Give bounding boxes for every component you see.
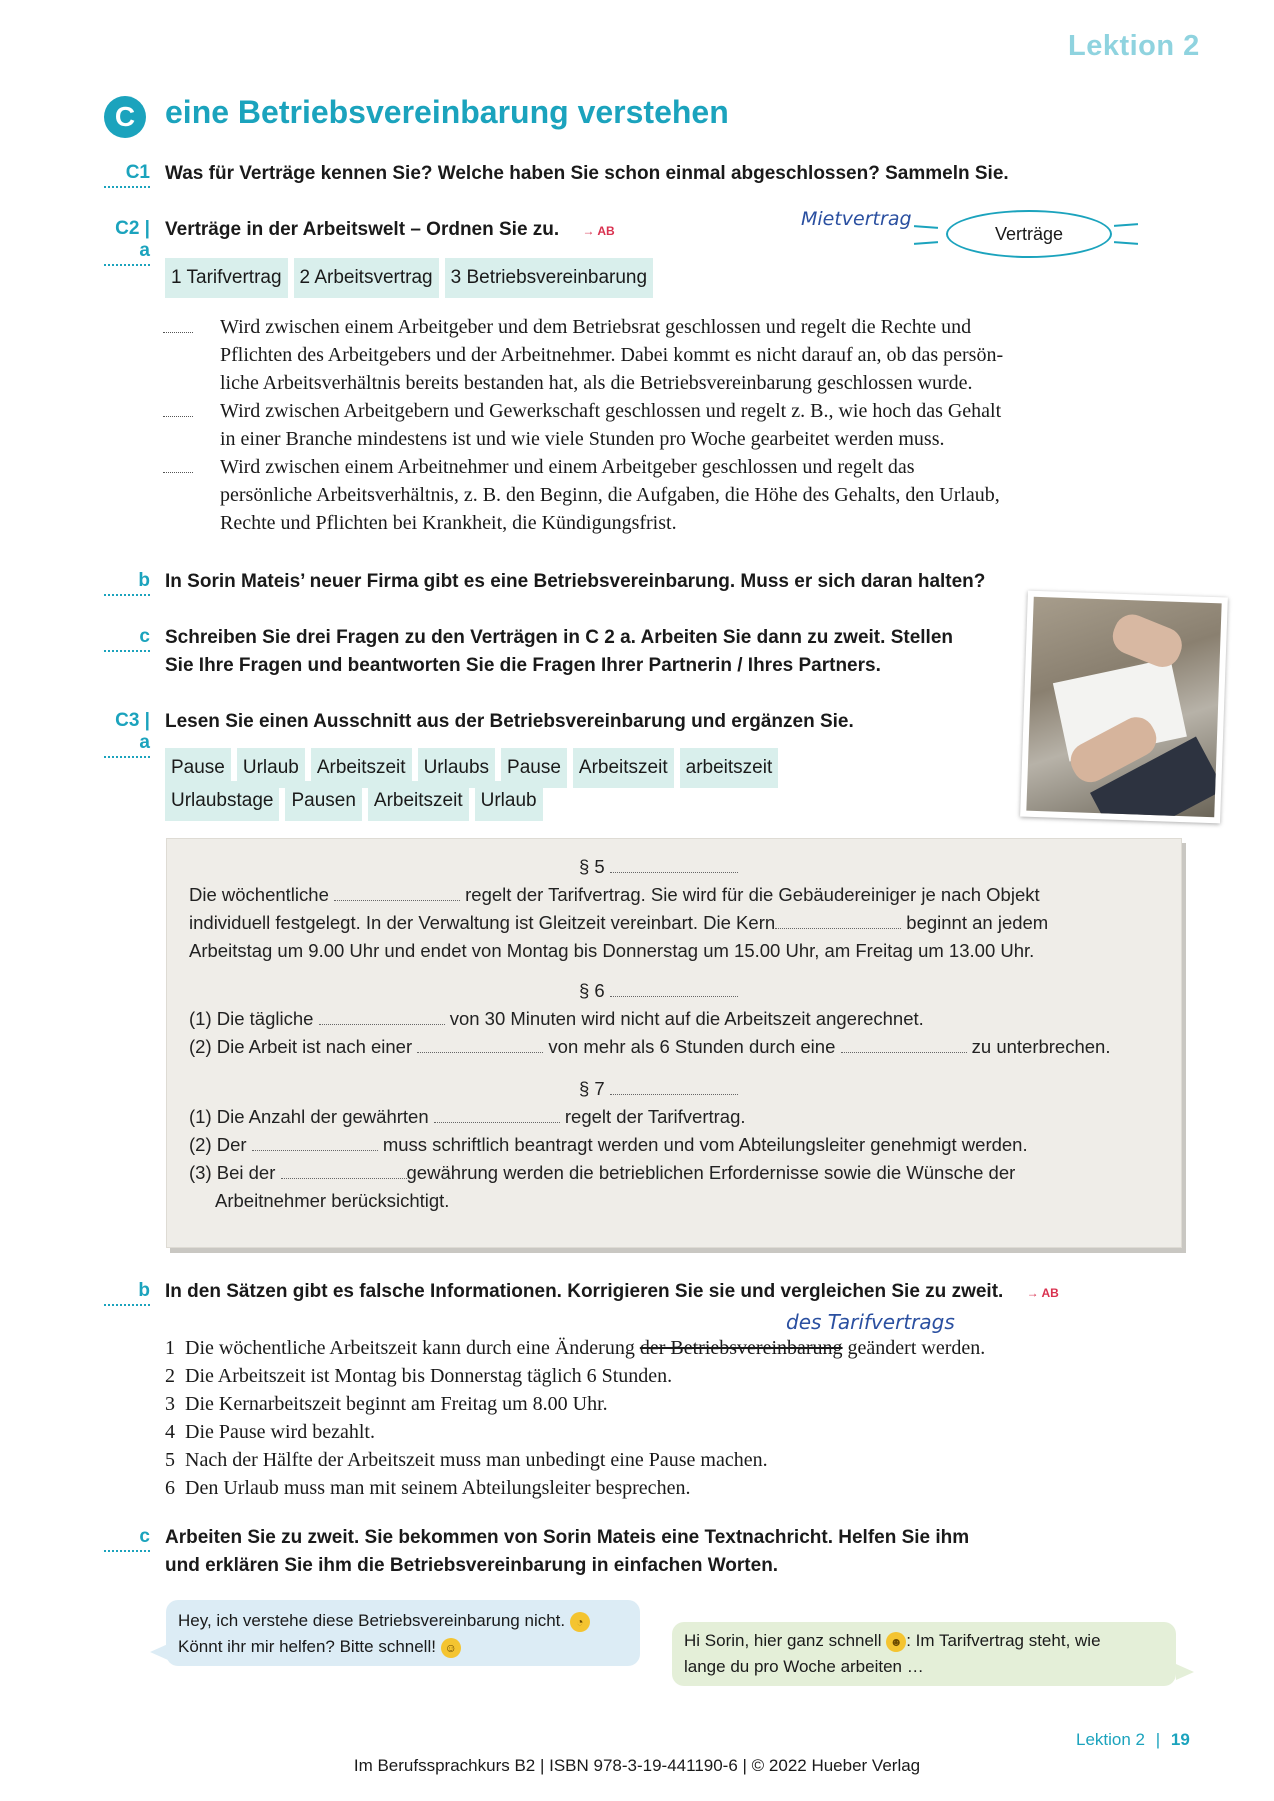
text-line	[189, 909, 1048, 937]
word-chip[interactable]: Pausen	[285, 781, 361, 821]
definition-line: Rechte und Pflichten bei Krankheit, die Kündigungsfrist.	[220, 512, 677, 534]
statement	[165, 1390, 985, 1418]
chip[interactable]: 1 Tarifvertrag	[165, 258, 288, 298]
exercise-instruction-c3b	[165, 1278, 1059, 1307]
instruction-line: Sie Ihre Fragen und beantworten Sie die Fragen Ihrer Partnerin / Ihres Partners.	[165, 655, 881, 676]
word-chip[interactable]: Urlaubstage	[165, 781, 279, 821]
definition-item	[220, 313, 1003, 397]
answer-blank[interactable]	[163, 332, 193, 333]
fill-blank[interactable]	[417, 1038, 543, 1053]
word-chip[interactable]: Arbeitszeit	[311, 748, 412, 788]
grin-emoji-icon: ☺	[441, 1638, 461, 1658]
definition-line: Wird zwischen Arbeitgebern und Gewerkschaft geschlossen und regelt z. B., wie hoch das Gehalt	[220, 400, 1002, 422]
statement	[165, 1446, 985, 1474]
paragraph-heading	[579, 1075, 738, 1103]
text: Die wöchentliche	[189, 884, 329, 905]
exercise-instruction-c3c	[165, 1524, 969, 1580]
text: zu unterbrechen.	[971, 1036, 1111, 1057]
lesson-header: Lektion 2	[1068, 30, 1200, 62]
instruction-line: und erklären Sie ihm die Betriebsvereinbarung in einfachen Worten.	[165, 1555, 779, 1576]
answer-blank[interactable]	[163, 416, 193, 417]
text-line	[189, 1131, 1028, 1159]
exercise-instruction-c2b: In Sorin Mateis’ neuer Firma gibt es eine Betriebsvereinbarung. Muss er sich daran halten?	[165, 571, 986, 592]
page-number: 19	[1170, 1730, 1190, 1749]
statement-number: 5	[165, 1449, 175, 1471]
photo-image	[1026, 597, 1221, 817]
fill-blank[interactable]	[334, 886, 460, 901]
text-line	[189, 1005, 1110, 1033]
definition-line: Wird zwischen einem Arbeitnehmer und einem Arbeitgeber geschlossen und regelt das	[220, 456, 915, 478]
mindmap-ray	[1114, 241, 1138, 245]
text: beginnt an jedem	[906, 912, 1049, 933]
statement-number: 4	[165, 1421, 175, 1443]
text-line	[189, 1103, 1028, 1131]
exercise-label-c3b: b	[104, 1280, 150, 1306]
heading-blank[interactable]	[610, 982, 738, 997]
paragraph-number: § 7	[579, 1078, 605, 1099]
text-line: Arbeitstag um 9.00 Uhr und endet von Montag bis Donnerstag um 15.00 Uhr, am Freitag um 13.00 Uhr.	[189, 940, 1035, 961]
footer-lesson: Lektion 2	[1076, 1730, 1145, 1749]
text: individuell festgelegt. In der Verwaltung ist Gleitzeit vereinbart. Die Kern	[189, 912, 776, 933]
fill-blank[interactable]	[319, 1010, 445, 1025]
word-chip[interactable]: Pause	[501, 748, 567, 788]
chip[interactable]: 3 Betriebsvereinbarung	[445, 258, 653, 298]
text: regelt der Tarifvertrag. Sie wird für die Gebäudereiniger je nach Objekt	[465, 884, 1040, 905]
footer-separator: |	[1155, 1730, 1161, 1749]
fill-blank[interactable]	[775, 914, 901, 929]
page-indicator	[1076, 1730, 1190, 1750]
instruction-line: Schreiben Sie drei Fragen zu den Verträgen in C 2 a. Arbeiten Sie dann zu zweit. Stellen	[165, 627, 953, 648]
message-text: Hey, ich verstehe diese Betriebsvereinbarung nicht.	[178, 1611, 566, 1630]
text-line	[189, 1159, 1028, 1187]
text: gewährung werden die betrieblichen Erfordernisse sowie die Wünsche der	[406, 1162, 1016, 1183]
mindmap-ray	[914, 225, 938, 229]
agreement-excerpt	[166, 838, 1182, 1248]
fill-blank[interactable]	[281, 1164, 407, 1179]
section-badge: C	[104, 96, 146, 138]
word-chip[interactable]: Arbeitszeit	[368, 781, 469, 821]
exercise-label-c1: C1	[104, 162, 150, 188]
exercise-label-c3a: C3 | a	[104, 710, 150, 758]
definition-line: persönliche Arbeitsverhältnis, z. B. den Beginn, die Aufgaben, die Höhe des Gehalts, den Urlaub,	[220, 484, 1000, 506]
word-chip[interactable]: Urlaub	[237, 748, 305, 788]
mindmap-ray	[1114, 223, 1138, 227]
contract-signing-photo	[1020, 591, 1228, 824]
word-chips-row-2	[165, 781, 549, 821]
definition-line: Pflichten des Arbeitgebers und der Arbeitnehmer. Dabei kommt es nicht darauf an, ob das persön-	[220, 344, 1004, 366]
statement-text: Die wöchentliche Arbeitszeit kann durch eine Änderung	[185, 1337, 635, 1359]
exercise-label-c3c: c	[104, 1526, 150, 1552]
exercise-label-c2b: b	[104, 570, 150, 596]
paragraph-7	[189, 1103, 1028, 1215]
false-statements-list	[165, 1334, 985, 1502]
contract-chips	[165, 258, 659, 298]
fill-blank[interactable]	[434, 1108, 560, 1123]
statement	[165, 1362, 985, 1390]
message-line	[684, 1628, 1164, 1654]
mindmap-center: Verträge	[946, 210, 1112, 258]
text-line	[189, 881, 1048, 909]
instruction-text: In den Sätzen gibt es falsche Informationen. Korrigieren Sie sie und vergleichen Sie zu zweit.	[165, 1281, 1004, 1302]
text: (1) Die Anzahl der gewährten	[189, 1106, 429, 1127]
message-text: Hi Sorin, hier ganz schnell	[684, 1631, 882, 1650]
text: (2) Die Arbeit ist nach einer	[189, 1036, 413, 1057]
definition-item	[220, 453, 1000, 537]
instruction-text: Verträge in der Arbeitswelt – Ordnen Sie zu.	[165, 219, 560, 240]
chat-message-outgoing	[672, 1622, 1176, 1686]
paragraph-5	[189, 881, 1048, 965]
imprint: Im Berufssprachkurs B2 | ISBN 978-3-19-441190-6 | © 2022 Hueber Verlag	[353, 1756, 921, 1775]
answer-blank[interactable]	[163, 472, 193, 473]
message-text: : Im Tarifvertrag steht, wie	[906, 1631, 1101, 1650]
exercise-instruction-c1: Was für Verträge kennen Sie? Welche haben Sie schon einmal abgeschlossen? Sammeln Sie.	[165, 163, 1009, 184]
paragraph-6	[189, 1005, 1110, 1061]
text: (3) Bei der	[189, 1162, 276, 1183]
statement-text: Nach der Hälfte der Arbeitszeit muss man unbedingt eine Pause machen.	[185, 1449, 768, 1471]
bubble-tail	[1176, 1664, 1194, 1680]
chip[interactable]: 2 Arbeitsvertrag	[294, 258, 439, 298]
heading-blank[interactable]	[610, 858, 738, 873]
statement-text: Die Pause wird bezahlt.	[185, 1421, 375, 1443]
message-text: Könnt ihr mir helfen? Bitte schnell!	[178, 1637, 436, 1656]
definition-line: liche Arbeitsverhältnis bereits bestanden hat, als die Betriebsvereinbarung geschlossen wurde.	[220, 372, 973, 394]
definition-item	[220, 397, 1001, 453]
statement	[165, 1334, 985, 1362]
paragraph-number: § 5	[579, 856, 605, 877]
text: von 30 Minuten wird nicht auf die Arbeitszeit angerechnet.	[449, 1008, 924, 1029]
workbook-reference[interactable]: → AB	[1026, 1286, 1059, 1300]
message-line: lange du pro Woche arbeiten …	[684, 1657, 924, 1676]
statement-number: 2	[165, 1365, 175, 1387]
mindmap-ray	[914, 241, 938, 245]
statement-number: 6	[165, 1477, 175, 1499]
text-line	[189, 1033, 1110, 1061]
workbook-reference[interactable]: → AB	[582, 224, 615, 238]
word-chip[interactable]: Urlaub	[475, 781, 543, 821]
exercise-label-c2c: c	[104, 626, 150, 652]
instruction-line: Arbeiten Sie zu zweit. Sie bekommen von Sorin Mateis eine Textnachricht. Helfen Sie ihm	[165, 1527, 970, 1548]
definition-line: in einer Branche mindestens ist und wie viele Stunden pro Woche gearbeitet werden muss.	[220, 428, 945, 450]
text: muss schriftlich beantragt werden und vom Abteilungsleiter genehmigt werden.	[382, 1134, 1028, 1155]
text: regelt der Tarifvertrag.	[564, 1106, 746, 1127]
text: (2) Der	[189, 1134, 247, 1155]
fill-blank[interactable]	[252, 1136, 378, 1151]
fill-blank[interactable]	[841, 1038, 967, 1053]
statement-number: 1	[165, 1337, 175, 1359]
word-chip[interactable]: Arbeitszeit	[573, 748, 674, 788]
message-line	[178, 1634, 628, 1660]
exercise-instruction-c2c	[165, 624, 953, 680]
message-line	[178, 1608, 628, 1634]
chat-message-incoming	[166, 1600, 640, 1666]
statement-text: geändert werden.	[847, 1337, 986, 1359]
eye-roll-emoji-icon: ◔	[570, 1612, 590, 1632]
statement-text: Den Urlaub muss man mit seinem Abteilungsleiter besprechen.	[185, 1477, 691, 1499]
exercise-instruction-c2a	[165, 216, 615, 245]
statement-text: Die Arbeitszeit ist Montag bis Donnerstag täglich 6 Stunden.	[185, 1365, 673, 1387]
text-line: Arbeitnehmer berücksichtigt.	[215, 1190, 450, 1211]
exercise-label-c2a: C2 | a	[104, 218, 150, 266]
word-chip[interactable]: arbeitszeit	[680, 748, 779, 788]
mindmap-handwritten-entry: Mietvertrag	[801, 208, 912, 230]
heading-blank[interactable]	[610, 1080, 738, 1095]
zany-face-emoji-icon: ☻	[886, 1632, 906, 1652]
word-chip[interactable]: Urlaubs	[418, 748, 495, 788]
paragraph-heading	[579, 977, 738, 1005]
statement-text: Die Kernarbeitszeit beginnt am Freitag um 8.00 Uhr.	[185, 1393, 608, 1415]
definition-line: Wird zwischen einem Arbeitgeber und dem Betriebsrat geschlossen und regelt die Rechte und	[220, 316, 972, 338]
text: (1) Die tägliche	[189, 1008, 314, 1029]
handwritten-correction: des Tarifvertrags	[786, 1310, 955, 1334]
crossed-out-text: der Betriebsvereinbarung	[639, 1337, 843, 1359]
paragraph-heading	[579, 853, 738, 881]
text: von mehr als 6 Stunden durch eine	[548, 1036, 836, 1057]
word-chip[interactable]: Pause	[165, 748, 231, 788]
exercise-instruction-c3a: Lesen Sie einen Ausschnitt aus der Betriebsvereinbarung und ergänzen Sie.	[165, 711, 854, 732]
section-title: eine Betriebsvereinbarung verstehen	[165, 94, 729, 130]
statement	[165, 1474, 985, 1502]
statement	[165, 1418, 985, 1446]
paragraph-number: § 6	[579, 980, 605, 1001]
statement-number: 3	[165, 1393, 175, 1415]
